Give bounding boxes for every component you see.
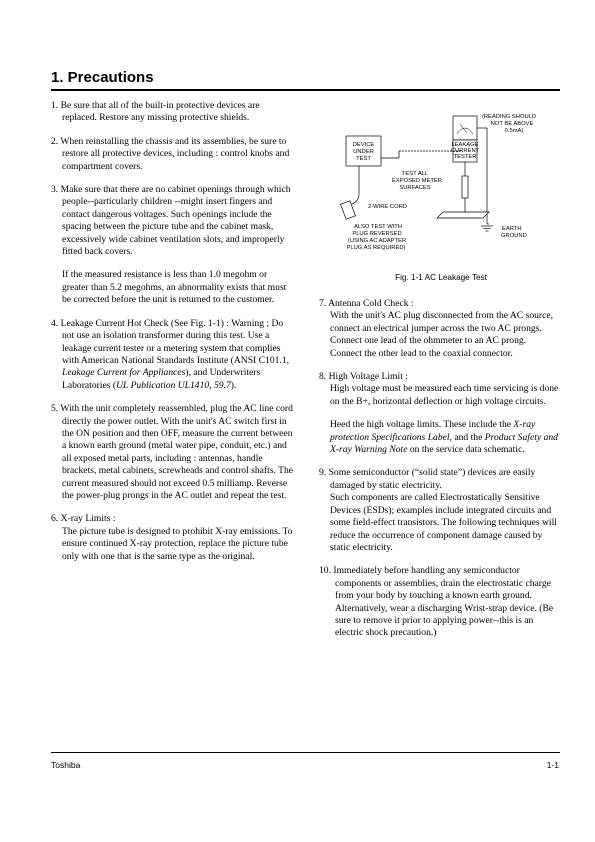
precaution-item-2 <box>51 136 295 173</box>
item-4-part-e: ). <box>230 379 237 391</box>
high-voltage-note <box>319 419 561 456</box>
test-all-label-3: SURFACES <box>399 185 431 191</box>
hv-note-italic-1: X-ray protection Specifications Label <box>330 419 536 443</box>
precaution-item-6 <box>51 513 295 563</box>
item-8-heading: 8. High Voltage Limit : <box>319 371 408 383</box>
precaution-item-8 <box>319 371 561 408</box>
device-label-1: DEVICE <box>352 142 375 148</box>
power-cord <box>352 166 359 204</box>
item-7-text: With the unit's AC plug disconnected from the AC source, connect an electrical jumper across the two AC prongs. Connect one lead of the ohmmeter to an AC prong. <box>330 310 554 347</box>
item-5-text: 5. With the unit completely reassembled, plug the AC line cord directly the power outlet. With the unit's AC switch first in the ON position and then OFF, measure the current between a known earth ground (metal water pipe, conduit, etc.) and all exposed metal parts, including : antennas, handle brackets, metal cabinets, screwheads and control shafts. The current measured should not exceed 0.5 milliamp. Reverse the power-plug prongs in the AC outlet and repeat the test. <box>51 403 294 501</box>
also-test-label-4: PLUG AS REQUIRED) <box>346 245 406 251</box>
item-3-text: 3. Make sure that there are no cabinet openings through which people--particularly children --might insert fingers and contact dangerous voltages. Such openings include the spacing between the picture tube and the cabinet mask, excessively wide cabinet ventilation slots, and improperly fitted back covers. <box>51 184 291 258</box>
ac-leakage-diagram <box>319 106 563 266</box>
figure-caption: Fig. 1-1 AC Leakage Test <box>395 273 487 282</box>
item-1-text: 1. Be sure that all of the built-in protective devices are replaced. Restore any missing protective shields. <box>51 100 260 124</box>
precaution-item-5 <box>51 403 295 502</box>
hv-note-part-a: Heed the high voltage limits. These include the <box>330 419 514 431</box>
item-8-text: High voltage must be measured each time servicing is done on the B+, horizontal deflection or high voltage circuits. <box>330 383 559 407</box>
ground-plate <box>437 212 489 218</box>
high-voltage-note-text <box>330 419 561 456</box>
item-4-italic-1: Leakage Current for Appliances <box>62 367 186 379</box>
test-all-label-2: EXPOSED METER <box>392 178 442 184</box>
also-test-label-2: PLUG REVERSED <box>352 231 402 237</box>
item-7-heading: 7. Antenna Cold Check : <box>319 298 414 309</box>
item-2-text: 2. When reinstalling the chassis and its assemblies, be sure to restore all protective devices, including : control knobs and compartment covers. <box>51 135 290 172</box>
also-test-label-3: (USING AC ADAPTER <box>347 238 407 244</box>
footer-brand: Toshiba <box>51 760 81 770</box>
test-all-label-1: TEST ALL <box>401 171 429 177</box>
precaution-item-3 <box>51 184 295 258</box>
hv-note-part-c: , and the <box>449 431 485 443</box>
precaution-item-7 <box>319 298 561 360</box>
item-4-italic-2: UL Publication UL1410, 59.7 <box>116 379 231 391</box>
resistance-note-text: If the measured resistance is less than 1.0 megohm or greater than 5.2 megohms, an abnormality exists that must be corrected before the unit is returned to the customer. <box>62 269 287 306</box>
page-number: 1-1 <box>546 760 559 770</box>
title-rule <box>51 89 560 91</box>
tester-label-1: LEAKAGE <box>451 142 479 148</box>
page-title: 1. Precautions <box>51 69 154 86</box>
tester-label-2: CURRENT <box>450 148 480 154</box>
reading-note-1: (READING SHOULD <box>481 114 537 120</box>
resistance-note <box>51 269 295 306</box>
hv-note-italic-2: Product Safety and X-ray Warning Note <box>330 431 558 456</box>
cord-label: 2-WIRE CORD <box>368 204 407 210</box>
earth-label-2: GROUND <box>501 233 527 239</box>
item-4-part-a: 4. Leakage Current Hot Check (See Fig. 1-1) : Warning ; Do not use an isolation transformer during this test. Use a leakage current tester or a metering system that complies with American National Standards Institute (ANSI C101.1, <box>51 317 290 366</box>
footer-rule <box>51 752 560 753</box>
item-10-text: 10. Immediately before handling any semiconductor components or assemblies, drain the electrostatic charge from your body by touching a known earth ground. Alternatively, wear a discharging Wrist-strap device. (Be sure to remove it prior to applying power--this is an electric shock precaution.) <box>319 565 554 639</box>
ac-leakage-figure <box>319 106 563 282</box>
also-test-label-1: ALSO TEST WITH <box>353 224 403 230</box>
right-column <box>319 298 561 651</box>
item-7-text-2: Connect the other lead to the coaxial connector. <box>330 347 513 359</box>
hv-note-part-e: on the service data schematic. <box>407 444 525 456</box>
tester-label-3: TESTER <box>453 154 477 160</box>
precaution-item-9 <box>319 467 561 554</box>
left-column <box>51 100 295 574</box>
item-6-text: The picture tube is designed to prohibit X-ray emissions. To ensure continued X-ray protection, replace the picture tube only with one that is the same type as the original. <box>62 525 293 562</box>
item-9-text-2: Such components are called Electrostatically Sensitive Devices (ESDs); examples include integrated circuits and some field-effect transistors. The following techniques will reduce the occurrence of component damage caused by static electricity. <box>330 492 557 553</box>
device-label-3: TEST <box>356 156 371 162</box>
reading-note-2: NOT BE ABOVE <box>490 121 534 127</box>
item-6-heading: 6. X-ray Limits : <box>51 513 116 525</box>
probe-resistor <box>462 176 468 198</box>
device-label-2: UNDER <box>353 149 374 155</box>
item-4-text <box>51 317 295 392</box>
item-4-part-c: ), and Underwriters Laboratories ( <box>62 367 261 391</box>
reading-note-3: 0.5mA) <box>504 128 524 134</box>
item-9-text: 9. Some semiconductor (“solid state”) devices are easily damaged by static electricity. <box>319 467 536 491</box>
precaution-item-10 <box>319 565 561 639</box>
earth-label-1: EARTH <box>502 226 522 232</box>
precaution-item-4 <box>51 318 295 392</box>
precaution-item-1 <box>51 100 295 125</box>
